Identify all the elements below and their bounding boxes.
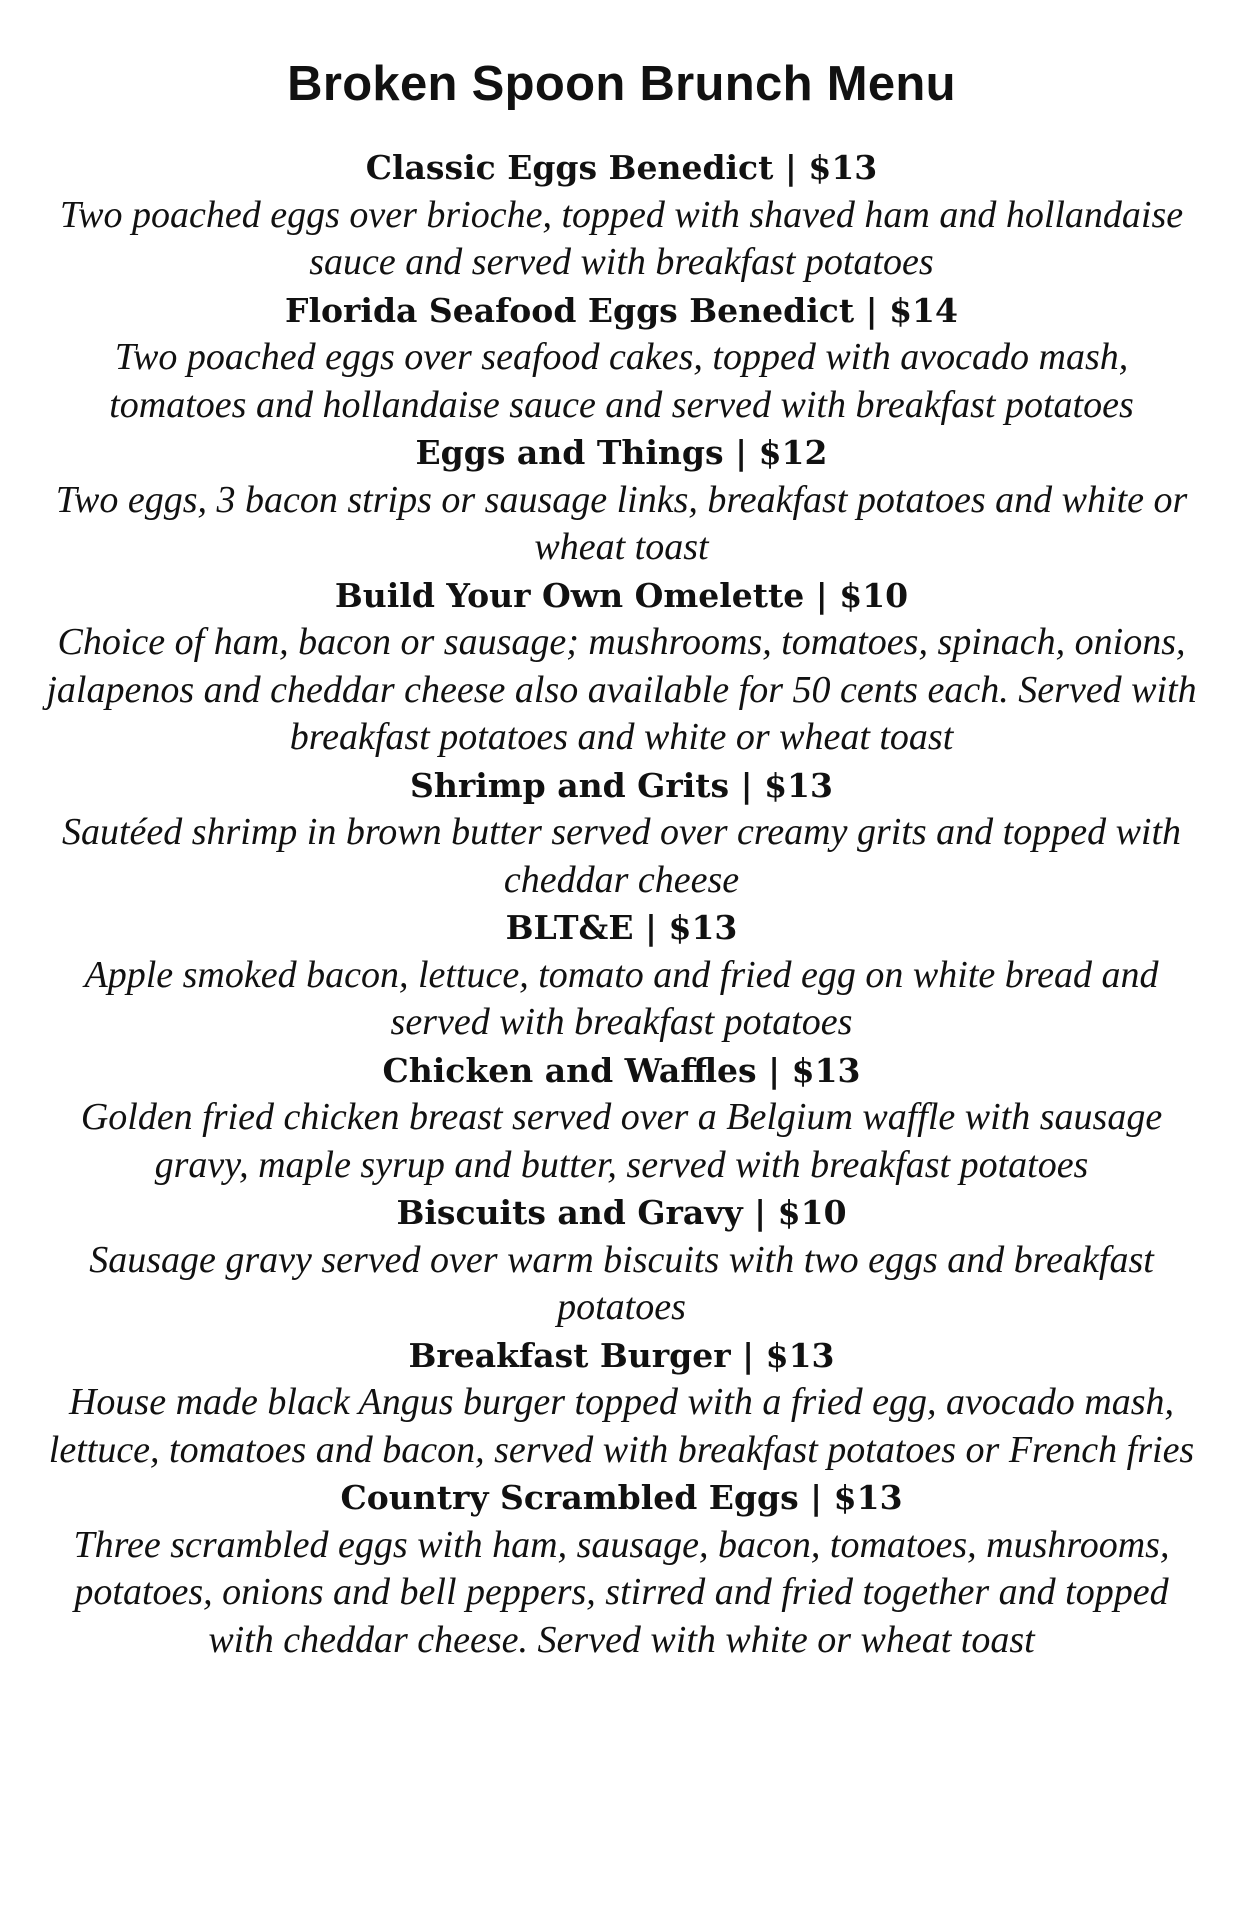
menu-item-price: $13 (668, 908, 738, 947)
menu-item-name: Classic Eggs Benedict (365, 148, 774, 187)
menu-item (40, 429, 1203, 572)
menu-item-name: BLT&E (505, 908, 634, 947)
menu-item-heading (40, 1047, 1203, 1095)
menu-item-price: $13 (764, 765, 833, 805)
menu-item-separator: | (723, 433, 759, 472)
menu-item-name: Chicken and Waffles (382, 1050, 757, 1090)
menu-item-price: $13 (791, 1050, 861, 1090)
menu-item-name: Breakfast Burger (408, 1335, 731, 1375)
menu-item-heading (40, 1189, 1203, 1237)
menu-item-heading (40, 429, 1203, 477)
menu-item (40, 1474, 1203, 1664)
menu-item-separator: | (742, 1193, 778, 1232)
menu-item-price: $13 (808, 148, 878, 187)
menu-item-description: Two eggs, 3 bacon strips or sausage links, breakfast potatoes and white or wheat toast (55, 478, 1188, 568)
menu-item (40, 1189, 1203, 1332)
menu-item-heading (40, 762, 1203, 810)
menu-item-separator: | (730, 1335, 766, 1375)
menu-item-heading (40, 1474, 1203, 1522)
menu-item-separator: | (804, 575, 840, 615)
menu-item-heading (40, 1332, 1203, 1380)
menu-item-description: Golden fried chicken breast served over a Belgium waffle with sausage gravy, maple syrup and butter, served with breakfast potatoes (80, 1096, 1163, 1186)
menu-item-price: $13 (765, 1335, 835, 1375)
menu-item (40, 1047, 1203, 1190)
menu-item-name: Florida Seafood Eggs Benedict (285, 290, 855, 330)
menu-item-heading (40, 904, 1203, 952)
menu-item (40, 1332, 1203, 1475)
menu-item-description: Three scrambled eggs with ham, sausage, bacon, tomatoes, mushrooms, potatoes, onions and bell peppers, stirred and fried together and topped with cheddar cheese. Served with white or wheat toast (73, 1523, 1170, 1661)
menu-item-separator: | (729, 765, 765, 805)
menu-item (40, 572, 1203, 762)
menu-item-heading (40, 287, 1203, 335)
menu-item-description: Two poached eggs over brioche, topped with shaved ham and hollandaise sauce and served with breakfast potatoes (59, 193, 1184, 283)
menu-item-name: Eggs and Things (415, 433, 724, 472)
menu-item-description: Sautéed shrimp in brown butter served over creamy grits and topped with cheddar cheese (61, 811, 1182, 901)
menu-item-name: Build Your Own Omelette (334, 575, 805, 615)
menu-item-separator: | (773, 148, 809, 187)
menu-item (40, 144, 1203, 287)
menu-item-name: Shrimp and Grits (410, 765, 730, 805)
menu-item-separator: | (633, 908, 669, 947)
menu-item-price: $13 (833, 1478, 903, 1517)
menu-item-name: Country Scrambled Eggs (340, 1478, 799, 1517)
menu-item-description: Apple smoked bacon, lettuce, tomato and fried egg on white bread and served with breakfast potatoes (84, 953, 1159, 1043)
menu-item-heading (40, 572, 1203, 620)
menu-item (40, 762, 1203, 905)
menu-item-separator: | (756, 1050, 792, 1090)
menu-item-price: $12 (758, 433, 828, 472)
menu-item (40, 287, 1203, 430)
menu-item-heading (40, 144, 1203, 192)
menu-item-description: Two poached eggs over seafood cakes, topped with avocado mash, tomatoes and hollandaise sauce and served with breakfast potatoes (109, 336, 1134, 426)
menu-item-price: $10 (777, 1193, 847, 1232)
menu-item-separator: | (798, 1478, 834, 1517)
menu-item-price: $14 (889, 290, 958, 330)
menu-title: Broken Spoon Brunch Menu (287, 57, 956, 111)
menu-item-price: $10 (839, 575, 909, 615)
menu-item-description: House made black Angus burger topped with a fried egg, avocado mash, lettuce, tomatoes and bacon, served with breakfast potatoes or French fries (48, 1381, 1195, 1471)
menu-item (40, 904, 1203, 1047)
menu-item-description: Sausage gravy served over warm biscuits with two eggs and breakfast potatoes (89, 1238, 1154, 1328)
menu-item-separator: | (854, 290, 890, 330)
menu-item-name: Biscuits and Gravy (396, 1193, 743, 1232)
menu-item-description: Choice of ham, bacon or sausage; mushrooms, tomatoes, spinach, onions, jalapenos and cheddar cheese also available for 50 cents each. Served with breakfast potatoes and white or wheat toast (46, 621, 1197, 758)
menu-list (40, 144, 1203, 1664)
